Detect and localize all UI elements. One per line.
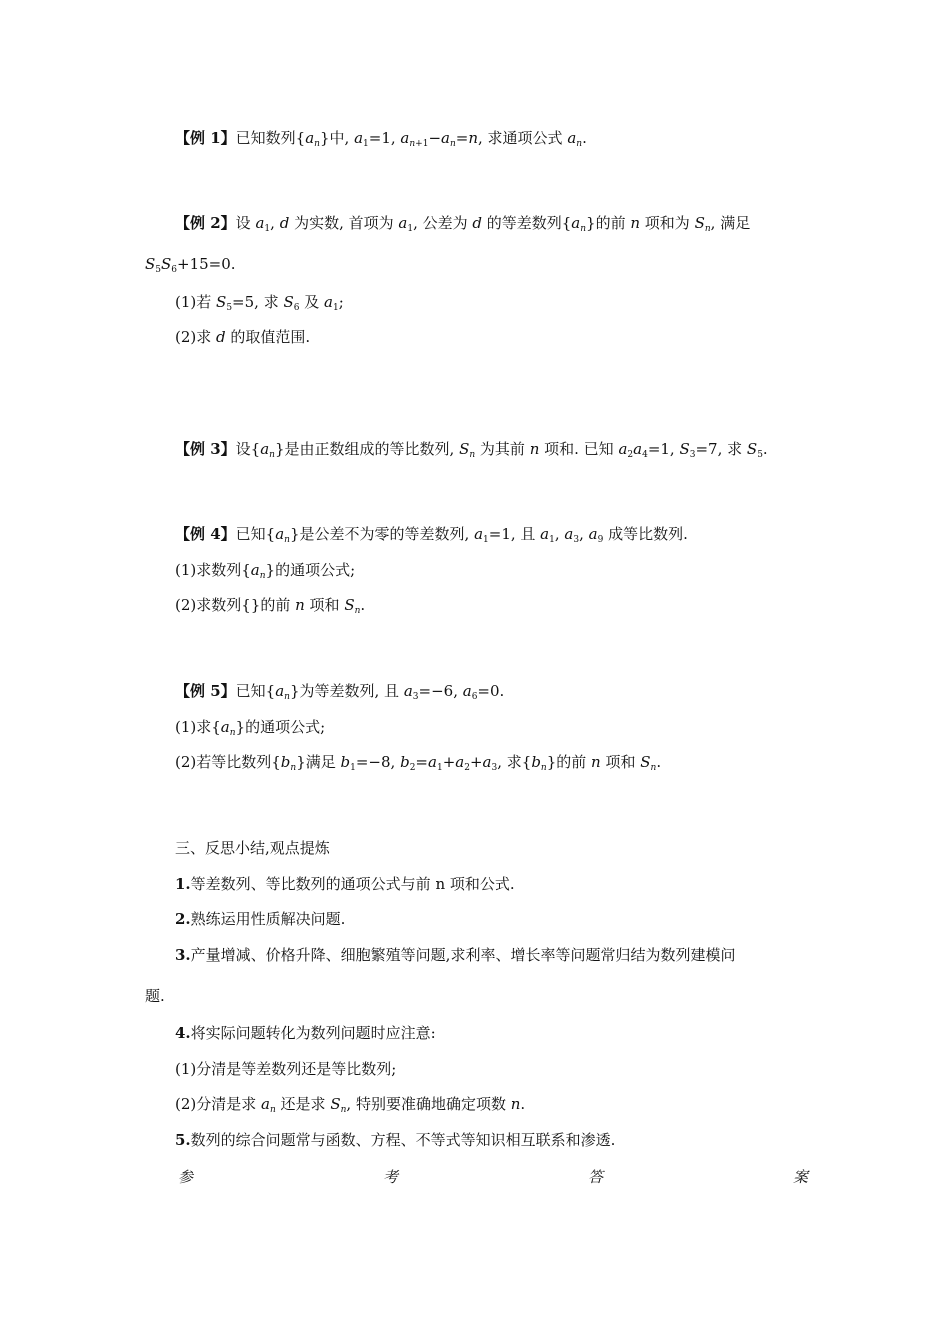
answer-heading-char: 考 <box>382 1168 398 1186</box>
summary-item-4-1: (1)分清是等差数列还是等比数列; <box>175 1060 397 1078</box>
example-4-tag: 【例 4】 <box>175 525 236 543</box>
summary-item-3-cont: 题. <box>145 987 165 1005</box>
example-3: 【例 3】设$\{a_n\}$是由正数组成的等比数列, $S_n$ 为其前 n 项和. 已知 $a_2a_4=1$, $S_3=7$, 求 $S_5$. <box>175 440 768 460</box>
summary-item-4-2: (2)分清是求 $a_n$ 还是求 $S_n$, 特别要准确地确定项数 n. <box>175 1095 526 1115</box>
example-2-part-1: (1)若 $S_5=5$, 求 $S_6$ 及 $a_1$; <box>175 293 344 313</box>
summary-heading: 三、反思小结,观点提炼 <box>175 839 330 857</box>
example-2-condition: $S_5S_6+15=0$. <box>145 255 236 275</box>
example-3-tag: 【例 3】 <box>175 440 236 458</box>
answer-heading-char: 参 <box>178 1168 194 1186</box>
example-4-part-2: (2)求数列{}的前 n 项和 $S_n$. <box>175 596 366 616</box>
example-4-part-1: (1)求数列$\{a_n\}$的通项公式; <box>175 561 356 581</box>
answer-heading-char: 案 <box>792 1168 808 1186</box>
example-2-stem: 【例 2】设 $a_1$, d 为实数, 首项为 $a_1$, 公差为 d 的等差数列$\{a_n\}$的前 n 项和为 $S_n$, 满足 <box>175 214 751 234</box>
example-2-tag: 【例 2】 <box>175 214 236 232</box>
summary-item-3: 3.产量增减、价格升降、细胞繁殖等问题,求利率、增长率等问题常归结为数列建模问 <box>175 946 736 964</box>
summary-item-4: 4.将实际问题转化为数列问题时应注意: <box>175 1024 436 1042</box>
summary-item-1: 1.等差数列、等比数列的通项公式与前 n 项和公式. <box>175 875 515 893</box>
example-1: 【例 1】已知数列$\{a_n\}$中, $a_1=1$, $a_{n+1}-a_n=n$, 求通项公式 $a_n$. <box>175 129 587 149</box>
example-1-tag: 【例 1】 <box>175 129 236 147</box>
example-5-tag: 【例 5】 <box>175 682 236 700</box>
example-5-part-2: (2)若等比数列$\{b_n\}$满足 $b_1=-8$, $b_2=a_1+a_2+a_3$, 求$\{b_n\}$的前 n 项和 $S_n$. <box>175 753 662 773</box>
example-4-stem: 【例 4】已知$\{a_n\}$是公差不为零的等差数列, $a_1=1$, 且 $a_1$, $a_3$, $a_9$ 成等比数列. <box>175 525 688 545</box>
summary-item-5: 5.数列的综合问题常与函数、方程、不等式等知识相互联系和渗透. <box>175 1131 616 1149</box>
example-5-stem: 【例 5】已知$\{a_n\}$为等差数列, 且 $a_3=-6$, $a_6=0$. <box>175 682 505 702</box>
example-5-part-1: (1)求$\{a_n\}$的通项公式; <box>175 718 326 738</box>
summary-item-2: 2.熟练运用性质解决问题. <box>175 910 346 928</box>
example-2-part-2: (2)求 d 的取值范围. <box>175 328 311 346</box>
answer-heading <box>178 1166 808 1187</box>
answer-heading-char: 答 <box>587 1168 603 1186</box>
